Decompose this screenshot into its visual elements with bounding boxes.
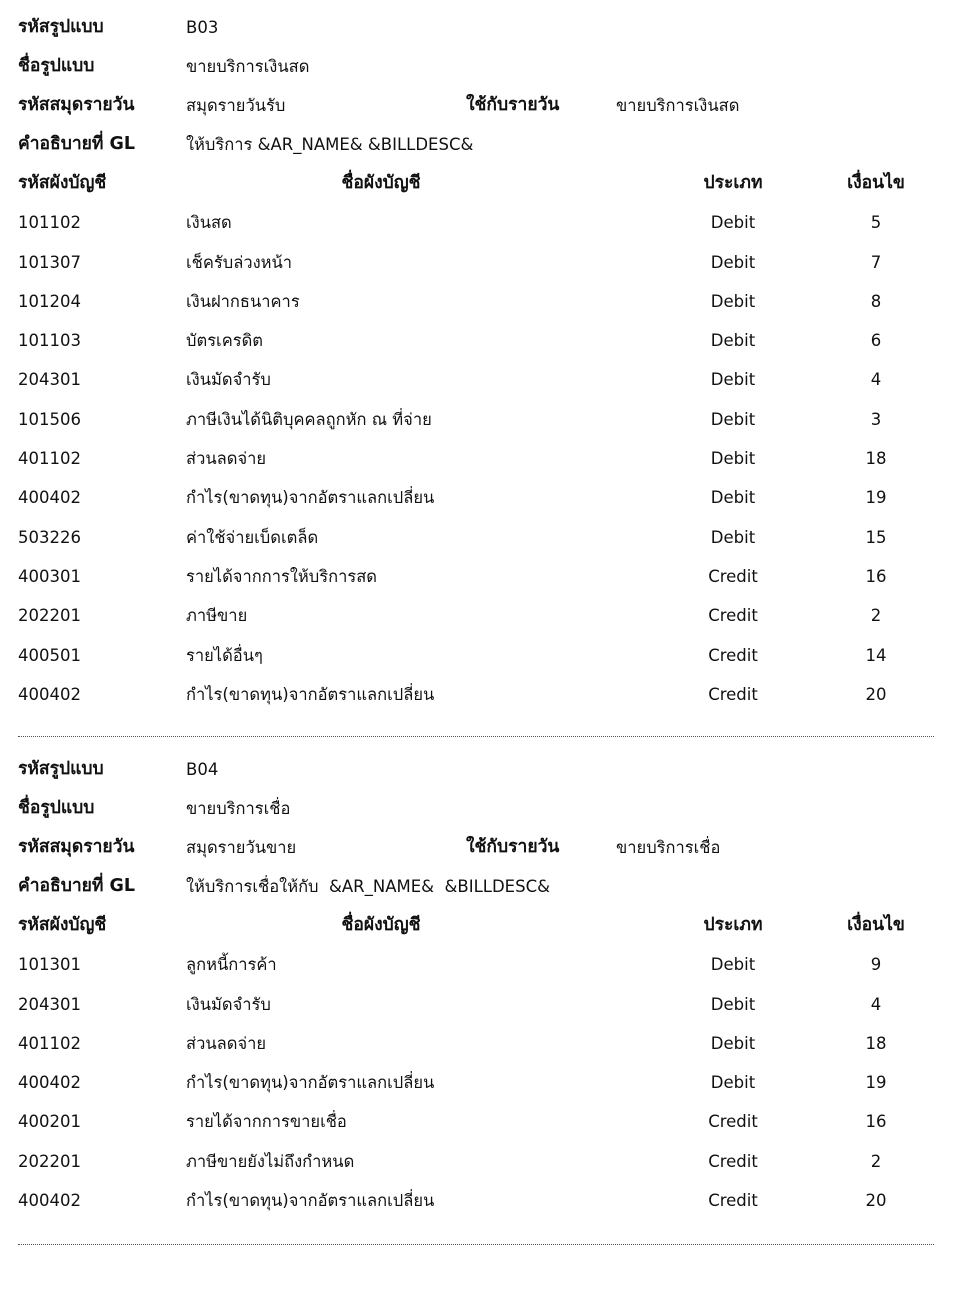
condition-value: 9 [870,955,882,975]
account-name: ภาษีขาย [186,606,248,626]
table-row [18,636,934,675]
table-row [18,321,934,360]
column-header-condition: เงื่อนไข [847,173,905,193]
condition-value: 2 [870,606,882,626]
condition-value: 6 [870,331,882,351]
account-name: รายได้จากการให้บริการสด [186,566,378,586]
entry-type: Credit [708,1191,758,1211]
table-row [18,557,934,596]
table-row [18,360,934,399]
table-row [18,400,934,439]
account-table-body [18,203,934,714]
journal-code-label: รหัสสมุดรายวัน [18,837,135,857]
entry-type: Debit [710,291,756,311]
format-name-row [18,47,934,86]
account-name: เงินฝากธนาคาร [186,291,300,311]
entry-type: Credit [708,645,758,665]
condition-value: 7 [870,252,882,272]
entry-type: Credit [708,1151,758,1171]
table-row [18,945,934,984]
format-code-label: รหัสรูปแบบ [18,17,104,37]
column-header-condition: เงื่อนไข [847,915,905,935]
condition-value: 14 [865,645,887,665]
table-row [18,675,934,714]
entry-type: Debit [710,213,756,233]
table-row [18,985,934,1024]
account-name: ค่าใช้จ่ายเบ็ดเตล็ด [186,527,319,547]
account-table-body [18,945,934,1220]
condition-value: 2 [870,1151,882,1171]
column-header-account-code: รหัสผังบัญชี [18,915,107,935]
account-code: 400402 [18,1073,81,1093]
condition-value: 19 [865,1073,887,1093]
account-name: รายได้จากการขายเชื่อ [186,1112,347,1132]
account-code: 401102 [18,449,81,469]
account-name: ภาษีเงินได้นิติบุคคลถูกหัก ณ ที่จ่าย [186,409,432,429]
gl-description-value: ให้บริการ &AR_NAME& &BILLDESC& [186,135,474,154]
table-row [18,282,934,321]
table-header [18,906,934,945]
column-header-type: ประเภท [703,173,763,193]
table-row [18,1142,934,1181]
account-name: กำไร(ขาดทุน)จากอัตราแลกเปลี่ยน [186,488,435,508]
account-code: 503226 [18,527,81,547]
account-code: 204301 [18,370,81,390]
entry-type: Debit [710,252,756,272]
condition-value: 20 [865,1191,887,1211]
table-row [18,203,934,242]
entry-type: Credit [708,684,758,704]
account-name: บัตรเครดิต [186,331,264,351]
account-code: 101204 [18,291,81,311]
account-code: 101103 [18,331,81,351]
entry-type: Debit [710,449,756,469]
condition-value: 5 [870,213,882,233]
condition-value: 4 [870,370,882,390]
format-section-b04 [18,750,934,1220]
gl-description-row [18,125,934,164]
journal-row [18,828,934,867]
condition-value: 4 [870,994,882,1014]
gl-description-row [18,867,934,906]
column-header-account-name: ชื่อผังบัญชี [341,173,421,193]
gl-description-label: คำอธิบายที่ GL [18,876,136,896]
condition-value: 8 [870,291,882,311]
section-divider [18,1244,934,1245]
table-row [18,596,934,635]
table-row [18,1181,934,1220]
account-name: เงินมัดจำรับ [186,994,271,1014]
condition-value: 16 [865,1112,887,1132]
entry-type: Credit [708,1112,758,1132]
table-row [18,1102,934,1141]
account-name: กำไร(ขาดทุน)จากอัตราแลกเปลี่ยน [186,684,435,704]
entry-type: Debit [710,370,756,390]
entry-type: Debit [710,331,756,351]
account-code: 400501 [18,645,81,665]
entry-type: Debit [710,488,756,508]
account-code: 101506 [18,409,81,429]
table-row [18,1063,934,1102]
format-name-value: ขายบริการเชื่อ [186,799,291,818]
condition-value: 3 [870,409,882,429]
format-section-b03 [18,8,934,714]
account-code: 400402 [18,1191,81,1211]
table-header [18,164,934,203]
entry-type: Credit [708,566,758,586]
format-name-label: ชื่อรูปแบบ [18,56,95,76]
column-header-type: ประเภท [703,915,763,935]
table-row [18,439,934,478]
entry-type: Debit [710,527,756,547]
account-code: 400201 [18,1112,81,1132]
account-name: ส่วนลดจ่าย [186,1033,267,1053]
account-name: เงินมัดจำรับ [186,370,271,390]
format-name-label: ชื่อรูปแบบ [18,798,95,818]
journal-row [18,86,934,125]
account-code: 101307 [18,252,81,272]
condition-value: 19 [865,488,887,508]
table-row [18,478,934,517]
account-name: กำไร(ขาดทุน)จากอัตราแลกเปลี่ยน [186,1073,435,1093]
table-row [18,1024,934,1063]
column-header-account-code: รหัสผังบัญชี [18,173,107,193]
account-code: 204301 [18,994,81,1014]
account-name: กำไร(ขาดทุน)จากอัตราแลกเปลี่ยน [186,1191,435,1211]
condition-value: 20 [865,684,887,704]
format-code-label: รหัสรูปแบบ [18,759,104,779]
format-name-value: ขายบริการเงินสด [186,57,310,76]
use-with-journal-label: ใช้กับรายวัน [466,837,560,857]
entry-type: Debit [710,994,756,1014]
account-name: รายได้อื่นๆ [186,645,263,665]
condition-value: 16 [865,566,887,586]
gl-description-label: คำอธิบายที่ GL [18,134,136,154]
table-row [18,243,934,282]
entry-type: Debit [710,1073,756,1093]
account-name: ส่วนลดจ่าย [186,449,267,469]
account-name: เช็ครับล่วงหน้า [186,252,293,272]
condition-value: 15 [865,527,887,547]
account-code: 400402 [18,488,81,508]
journal-code-label: รหัสสมุดรายวัน [18,95,135,115]
journal-code-value: สมุดรายวันขาย [186,838,297,857]
condition-value: 18 [865,1033,887,1053]
section-divider [18,736,934,737]
account-name: เงินสด [186,213,232,233]
condition-value: 18 [865,449,887,469]
account-code: 202201 [18,606,81,626]
entry-type: Debit [710,955,756,975]
format-code-row [18,8,934,47]
column-header-account-name: ชื่อผังบัญชี [341,915,421,935]
account-code: 202201 [18,1151,81,1171]
format-name-row [18,789,934,828]
account-name: ลูกหนี้การค้า [186,955,277,975]
format-code-value: B04 [186,760,219,779]
use-with-journal-value: ขายบริการเงินสด [616,96,740,115]
account-code: 101301 [18,955,81,975]
table-row [18,518,934,557]
account-code: 400402 [18,684,81,704]
gl-description-value: ให้บริการเชื่อให้กับ &AR_NAME& &BILLDESC& [186,877,550,896]
journal-code-value: สมุดรายวันรับ [186,96,286,115]
account-code: 101102 [18,213,81,233]
entry-type: Debit [710,409,756,429]
entry-type: Credit [708,606,758,626]
use-with-journal-label: ใช้กับรายวัน [466,95,560,115]
format-code-value: B03 [186,18,219,37]
account-name: ภาษีขายยังไม่ถึงกำหนด [186,1151,355,1171]
use-with-journal-value: ขายบริการเชื่อ [616,838,721,857]
account-code: 401102 [18,1033,81,1053]
account-code: 400301 [18,566,81,586]
entry-type: Debit [710,1033,756,1053]
format-code-row [18,750,934,789]
